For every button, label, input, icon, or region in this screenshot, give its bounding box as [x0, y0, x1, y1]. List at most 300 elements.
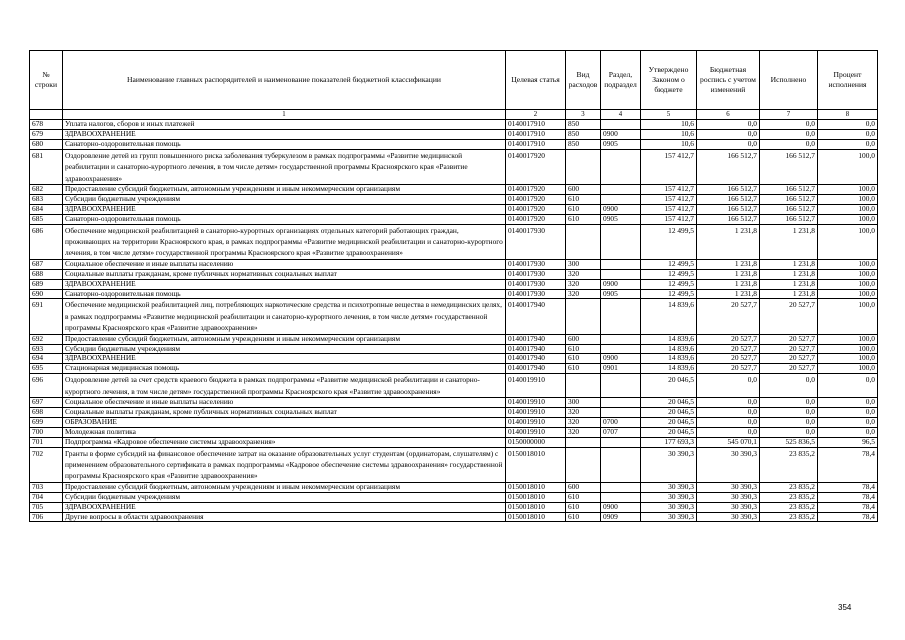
row-expense-type: 610	[566, 492, 601, 502]
row-expense-type	[566, 437, 601, 447]
row-section	[601, 482, 641, 492]
row-percent: 0,0	[818, 129, 878, 139]
row-expense-type	[566, 224, 601, 259]
row-section: 0901	[601, 364, 641, 374]
row-target-article: 0150018010	[506, 512, 566, 522]
row-budget-schedule: 166 512,7	[697, 214, 760, 224]
row-expense-type: 610	[566, 344, 601, 354]
row-number: 687	[30, 259, 63, 269]
row-budget-schedule: 20 527,7	[697, 364, 760, 374]
row-expense-type	[566, 149, 601, 184]
row-executed: 23 835,2	[760, 502, 818, 512]
row-section	[601, 437, 641, 447]
row-budget-schedule: 30 390,3	[697, 512, 760, 522]
row-expense-type: 600	[566, 184, 601, 194]
row-section	[601, 344, 641, 354]
row-section	[601, 398, 641, 408]
row-number: 684	[30, 204, 63, 214]
row-target-article: 0140017910	[506, 120, 566, 130]
row-target-article: 0140017940	[506, 299, 566, 334]
row-percent: 78,4	[818, 482, 878, 492]
row-budget-schedule: 1 231,8	[697, 279, 760, 289]
row-executed: 0,0	[760, 427, 818, 437]
row-section	[601, 224, 641, 259]
row-approved: 10,6	[641, 129, 697, 139]
row-section: 0900	[601, 279, 641, 289]
row-percent: 100,0	[818, 184, 878, 194]
column-number: 4	[601, 110, 641, 120]
row-expense-type: 610	[566, 194, 601, 204]
row-target-article: 0140017930	[506, 224, 566, 259]
row-percent: 100,0	[818, 204, 878, 214]
row-name: Социальные выплаты гражданам, кроме публичных нормативных социальных выплат	[63, 407, 506, 417]
row-executed: 20 527,7	[760, 299, 818, 334]
row-name: Другие вопросы в области здравоохранения	[63, 512, 506, 522]
row-name: Санаторно-оздоровительная помощь	[63, 214, 506, 224]
row-executed: 166 512,7	[760, 194, 818, 204]
row-name: Субсидии бюджетным учреждениям	[63, 344, 506, 354]
header-section: Раздел, подраздел	[601, 51, 641, 110]
row-target-article: 0140019910	[506, 427, 566, 437]
row-expense-type: 850	[566, 120, 601, 130]
row-name: Молодежная политика	[63, 427, 506, 437]
row-number: 692	[30, 334, 63, 344]
row-number: 681	[30, 149, 63, 184]
row-section	[601, 299, 641, 334]
row-number: 699	[30, 417, 63, 427]
row-executed: 23 835,2	[760, 447, 818, 482]
row-section	[601, 194, 641, 204]
row-percent: 100,0	[818, 224, 878, 259]
row-number: 702	[30, 447, 63, 482]
row-name: Предоставление субсидий бюджетным, автономным учреждениям и иным некоммерческим организациям	[63, 334, 506, 344]
table-header	[30, 51, 878, 120]
row-name: Подпрограмма «Кадровое обеспечение системы здравоохранения»	[63, 437, 506, 447]
row-section: 0707	[601, 427, 641, 437]
row-expense-type	[566, 299, 601, 334]
row-target-article: 0150018010	[506, 447, 566, 482]
row-percent: 0,0	[818, 417, 878, 427]
row-number: 688	[30, 269, 63, 279]
row-approved: 12 499,5	[641, 269, 697, 279]
table-row	[30, 374, 878, 398]
row-executed: 525 836,5	[760, 437, 818, 447]
table-row	[30, 214, 878, 224]
row-percent: 100,0	[818, 149, 878, 184]
row-percent: 100,0	[818, 354, 878, 364]
row-expense-type: 610	[566, 502, 601, 512]
row-target-article: 0140017940	[506, 344, 566, 354]
row-approved: 20 046,5	[641, 398, 697, 408]
row-section	[601, 447, 641, 482]
row-executed: 0,0	[760, 417, 818, 427]
table-row	[30, 447, 878, 482]
row-section: 0900	[601, 129, 641, 139]
row-executed: 166 512,7	[760, 204, 818, 214]
row-section	[601, 184, 641, 194]
table-row	[30, 427, 878, 437]
row-budget-schedule: 1 231,8	[697, 224, 760, 259]
row-approved: 20 046,5	[641, 407, 697, 417]
row-budget-schedule: 30 390,3	[697, 502, 760, 512]
row-approved: 157 412,7	[641, 184, 697, 194]
row-percent: 0,0	[818, 407, 878, 417]
row-target-article: 0140017930	[506, 259, 566, 269]
row-budget-schedule: 166 512,7	[697, 204, 760, 214]
table-row	[30, 364, 878, 374]
row-executed: 166 512,7	[760, 149, 818, 184]
row-executed: 166 512,7	[760, 184, 818, 194]
row-name: Социальное обеспечение и иные выплаты населению	[63, 259, 506, 269]
row-name: ЗДРАВООХРАНЕНИЕ	[63, 354, 506, 364]
row-target-article: 0140019910	[506, 374, 566, 398]
budget-table	[29, 50, 878, 522]
row-executed: 166 512,7	[760, 214, 818, 224]
column-number: 7	[760, 110, 818, 120]
row-approved: 30 390,3	[641, 482, 697, 492]
row-executed: 0,0	[760, 139, 818, 149]
row-percent: 0,0	[818, 120, 878, 130]
row-approved: 20 046,5	[641, 427, 697, 437]
row-section: 0900	[601, 502, 641, 512]
row-percent: 78,4	[818, 502, 878, 512]
row-number: 696	[30, 374, 63, 398]
row-expense-type: 320	[566, 269, 601, 279]
row-target-article: 0140017910	[506, 129, 566, 139]
row-approved: 10,6	[641, 120, 697, 130]
row-number: 698	[30, 407, 63, 417]
row-target-article: 0140019910	[506, 417, 566, 427]
row-target-article: 0140017920	[506, 149, 566, 184]
row-percent: 100,0	[818, 194, 878, 204]
row-approved: 12 499,5	[641, 259, 697, 269]
row-budget-schedule: 20 527,7	[697, 299, 760, 334]
row-number: 685	[30, 214, 63, 224]
row-name: Оздоровление детей из групп повышенного риска заболевания туберкулезом в рамках подпрограммы «Развитие медицинской реабилитации и санаторно-курортного лечения, в том числе детям» государственной программы Красноярского края «Развитие здравоохранения»	[63, 149, 506, 184]
header-expense-type: Вид расходов	[566, 51, 601, 110]
row-number: 703	[30, 482, 63, 492]
row-percent: 0,0	[818, 427, 878, 437]
header-percent: Процент исполнения	[818, 51, 878, 110]
row-target-article: 0140017930	[506, 269, 566, 279]
row-expense-type: 600	[566, 482, 601, 492]
row-budget-schedule: 30 390,3	[697, 492, 760, 502]
row-number: 690	[30, 289, 63, 299]
row-expense-type: 610	[566, 512, 601, 522]
row-number: 695	[30, 364, 63, 374]
row-section	[601, 407, 641, 417]
row-approved: 14 839,6	[641, 344, 697, 354]
row-expense-type: 320	[566, 407, 601, 417]
row-expense-type: 300	[566, 259, 601, 269]
row-budget-schedule: 0,0	[697, 398, 760, 408]
table-row	[30, 204, 878, 214]
row-budget-schedule: 0,0	[697, 417, 760, 427]
row-budget-schedule: 0,0	[697, 129, 760, 139]
row-executed: 1 231,8	[760, 259, 818, 269]
row-executed: 0,0	[760, 120, 818, 130]
table-row	[30, 417, 878, 427]
row-target-article: 0140017920	[506, 214, 566, 224]
row-percent: 100,0	[818, 289, 878, 299]
table-row	[30, 354, 878, 364]
table-row	[30, 194, 878, 204]
row-name: Гранты в форме субсидий на финансовое обеспечение затрат на оказание образовательных услуг студентам (ординаторам, слушателям) с применением образовательного сертификата в рамках подпрограммы «Кадровое обеспечение системы здравоохранения» государственной программы Красноярского края «Развитие здравоохранения»	[63, 447, 506, 482]
row-percent: 100,0	[818, 344, 878, 354]
column-number: 6	[697, 110, 760, 120]
table-row	[30, 407, 878, 417]
row-expense-type: 320	[566, 427, 601, 437]
row-expense-type	[566, 374, 601, 398]
row-name: Стационарная медицинская помощь	[63, 364, 506, 374]
row-executed: 20 527,7	[760, 354, 818, 364]
row-section	[601, 269, 641, 279]
row-expense-type: 600	[566, 334, 601, 344]
row-budget-schedule: 20 527,7	[697, 354, 760, 364]
table-row	[30, 149, 878, 184]
row-percent: 100,0	[818, 214, 878, 224]
row-budget-schedule: 0,0	[697, 427, 760, 437]
table-row	[30, 398, 878, 408]
row-section	[601, 334, 641, 344]
row-percent: 0,0	[818, 374, 878, 398]
row-name: Санаторно-оздоровительная помощь	[63, 139, 506, 149]
row-budget-schedule: 0,0	[697, 139, 760, 149]
table-row	[30, 502, 878, 512]
row-name: Оздоровление детей за счет средств краевого бюджета в рамках подпрограммы «Развитие медицинской реабилитации и санаторно-курортного лечения, в том числе детям» государственной программы Красноярского края «Развитие здравоохранения»	[63, 374, 506, 398]
row-budget-schedule: 1 231,8	[697, 259, 760, 269]
row-approved: 30 390,3	[641, 512, 697, 522]
row-target-article: 0140017940	[506, 364, 566, 374]
row-expense-type: 850	[566, 139, 601, 149]
table-row	[30, 139, 878, 149]
row-expense-type: 850	[566, 129, 601, 139]
row-target-article: 0140017940	[506, 354, 566, 364]
row-approved: 12 499,5	[641, 279, 697, 289]
row-section: 0900	[601, 354, 641, 364]
row-executed: 0,0	[760, 374, 818, 398]
row-name: ЗДРАВООХРАНЕНИЕ	[63, 502, 506, 512]
row-expense-type: 320	[566, 289, 601, 299]
page-number: 354	[838, 603, 852, 612]
row-percent: 78,4	[818, 512, 878, 522]
row-target-article: 0150018010	[506, 502, 566, 512]
column-number: 3	[566, 110, 601, 120]
header-name: Наименование главных распорядителей и наименование показателей бюджетной классификации	[63, 51, 506, 110]
row-executed: 0,0	[760, 407, 818, 417]
column-number: 8	[818, 110, 878, 120]
row-approved: 30 390,3	[641, 492, 697, 502]
row-executed: 0,0	[760, 398, 818, 408]
row-executed: 20 527,7	[760, 334, 818, 344]
row-percent: 100,0	[818, 364, 878, 374]
row-executed: 1 231,8	[760, 224, 818, 259]
row-approved: 177 693,3	[641, 437, 697, 447]
row-expense-type: 320	[566, 417, 601, 427]
table-row	[30, 289, 878, 299]
row-percent: 78,4	[818, 492, 878, 502]
row-executed: 1 231,8	[760, 279, 818, 289]
row-expense-type: 610	[566, 354, 601, 364]
row-expense-type: 300	[566, 398, 601, 408]
row-target-article: 0140017910	[506, 139, 566, 149]
header-executed: Исполнено	[760, 51, 818, 110]
row-name: Обеспечение медицинской реабилитацией лиц, потребляющих наркотические средства и психотропные вещества в немедицинских целях, в рамках подпрограммы «Развитие медицинской реабилитации и санаторно-курортного лечения, в том числе детям» государственной программы Красноярского края «Развитие здравоохранения»	[63, 299, 506, 334]
row-budget-schedule: 1 231,8	[697, 269, 760, 279]
row-number: 704	[30, 492, 63, 502]
row-approved: 14 839,6	[641, 364, 697, 374]
row-name: Предоставление субсидий бюджетным, автономным учреждениям и иным некоммерческим организациям	[63, 184, 506, 194]
table-row	[30, 482, 878, 492]
column-number: 5	[641, 110, 697, 120]
table-row	[30, 512, 878, 522]
row-percent: 100,0	[818, 279, 878, 289]
row-number: 691	[30, 299, 63, 334]
row-expense-type: 320	[566, 279, 601, 289]
table-row	[30, 492, 878, 502]
header-target-article: Целевая статья	[506, 51, 566, 110]
row-budget-schedule: 20 527,7	[697, 334, 760, 344]
row-target-article: 0150018010	[506, 492, 566, 502]
table-body	[30, 120, 878, 522]
table-row	[30, 120, 878, 130]
row-approved: 14 839,6	[641, 334, 697, 344]
row-section	[601, 259, 641, 269]
row-section	[601, 492, 641, 502]
row-target-article: 0140017920	[506, 204, 566, 214]
row-section	[601, 374, 641, 398]
row-budget-schedule: 1 231,8	[697, 289, 760, 299]
row-budget-schedule: 30 390,3	[697, 447, 760, 482]
table-row	[30, 259, 878, 269]
row-percent: 0,0	[818, 398, 878, 408]
row-percent: 0,0	[818, 139, 878, 149]
row-section: 0905	[601, 139, 641, 149]
row-name: ОБРАЗОВАНИЕ	[63, 417, 506, 427]
table-row	[30, 437, 878, 447]
row-approved: 157 412,7	[641, 204, 697, 214]
row-expense-type: 610	[566, 204, 601, 214]
row-section	[601, 120, 641, 130]
row-expense-type: 610	[566, 214, 601, 224]
column-number: 1	[63, 110, 506, 120]
row-number: 700	[30, 427, 63, 437]
row-executed: 23 835,2	[760, 482, 818, 492]
table-row	[30, 269, 878, 279]
row-approved: 20 046,5	[641, 417, 697, 427]
row-number: 694	[30, 354, 63, 364]
row-name: Санаторно-оздоровительная помощь	[63, 289, 506, 299]
row-section	[601, 149, 641, 184]
row-name: Предоставление субсидий бюджетным, автономным учреждениям и иным некоммерческим организациям	[63, 482, 506, 492]
row-target-article: 0150018010	[506, 482, 566, 492]
row-approved: 20 046,5	[641, 374, 697, 398]
row-approved: 30 390,3	[641, 502, 697, 512]
row-percent: 96,5	[818, 437, 878, 447]
row-budget-schedule: 166 512,7	[697, 194, 760, 204]
table-row	[30, 184, 878, 194]
table-row	[30, 299, 878, 334]
row-expense-type	[566, 447, 601, 482]
row-name: Субсидии бюджетным учреждениям	[63, 492, 506, 502]
row-section: 0900	[601, 204, 641, 214]
row-section: 0905	[601, 214, 641, 224]
row-budget-schedule: 30 390,3	[697, 482, 760, 492]
row-number: 705	[30, 502, 63, 512]
row-budget-schedule: 166 512,7	[697, 184, 760, 194]
row-percent: 100,0	[818, 334, 878, 344]
row-section: 0909	[601, 512, 641, 522]
row-target-article: 0140017920	[506, 194, 566, 204]
row-percent: 100,0	[818, 299, 878, 334]
row-number: 697	[30, 398, 63, 408]
row-budget-schedule: 545 070,1	[697, 437, 760, 447]
column-number: 2	[506, 110, 566, 120]
row-number: 693	[30, 344, 63, 354]
row-approved: 157 412,7	[641, 194, 697, 204]
row-budget-schedule: 0,0	[697, 407, 760, 417]
row-number: 686	[30, 224, 63, 259]
row-name: ЗДРАВООХРАНЕНИЕ	[63, 204, 506, 214]
row-approved: 157 412,7	[641, 214, 697, 224]
header-row-number: № строки	[30, 51, 63, 110]
row-number: 689	[30, 279, 63, 289]
row-percent: 100,0	[818, 259, 878, 269]
table-row	[30, 344, 878, 354]
row-approved: 157 412,7	[641, 149, 697, 184]
row-target-article: 0140019910	[506, 398, 566, 408]
table-row	[30, 279, 878, 289]
row-number: 679	[30, 129, 63, 139]
row-executed: 23 835,2	[760, 512, 818, 522]
row-approved: 14 839,6	[641, 354, 697, 364]
row-budget-schedule: 0,0	[697, 374, 760, 398]
row-approved: 10,6	[641, 139, 697, 149]
row-number: 680	[30, 139, 63, 149]
header-budget-schedule: Бюджетная роспись с учетом изменений	[697, 51, 760, 110]
table-row	[30, 224, 878, 259]
row-target-article: 0140017920	[506, 184, 566, 194]
row-number: 701	[30, 437, 63, 447]
row-approved: 14 839,6	[641, 299, 697, 334]
row-name: ЗДРАВООХРАНЕНИЕ	[63, 129, 506, 139]
table-row	[30, 129, 878, 139]
header-row	[30, 51, 878, 110]
row-approved: 12 499,5	[641, 224, 697, 259]
row-budget-schedule: 20 527,7	[697, 344, 760, 354]
row-target-article: 0140017940	[506, 334, 566, 344]
row-executed: 20 527,7	[760, 344, 818, 354]
row-budget-schedule: 166 512,7	[697, 149, 760, 184]
row-executed: 1 231,8	[760, 289, 818, 299]
row-name: Обеспечение медицинской реабилитацией в санаторно-курортных организациях отдельных категорий работающих граждан, проживающих на территории Красноярского края, в рамках подпрограммы «Развитие медицинской реабилитации и санаторно-курортного лечения, в том числе детям» государственной программы Красноярского края «Развитие здравоохранения»	[63, 224, 506, 259]
row-executed: 20 527,7	[760, 364, 818, 374]
row-name: Социальное обеспечение и иные выплаты населению	[63, 398, 506, 408]
row-number: 706	[30, 512, 63, 522]
column-numbers-row	[30, 110, 878, 120]
row-number: 682	[30, 184, 63, 194]
row-expense-type: 610	[566, 364, 601, 374]
row-budget-schedule: 0,0	[697, 120, 760, 130]
row-section: 0905	[601, 289, 641, 299]
column-number	[30, 110, 63, 120]
row-number: 678	[30, 120, 63, 130]
row-target-article: 0150000000	[506, 437, 566, 447]
row-target-article: 0140017930	[506, 289, 566, 299]
table-row	[30, 334, 878, 344]
row-approved: 12 499,5	[641, 289, 697, 299]
row-number: 683	[30, 194, 63, 204]
